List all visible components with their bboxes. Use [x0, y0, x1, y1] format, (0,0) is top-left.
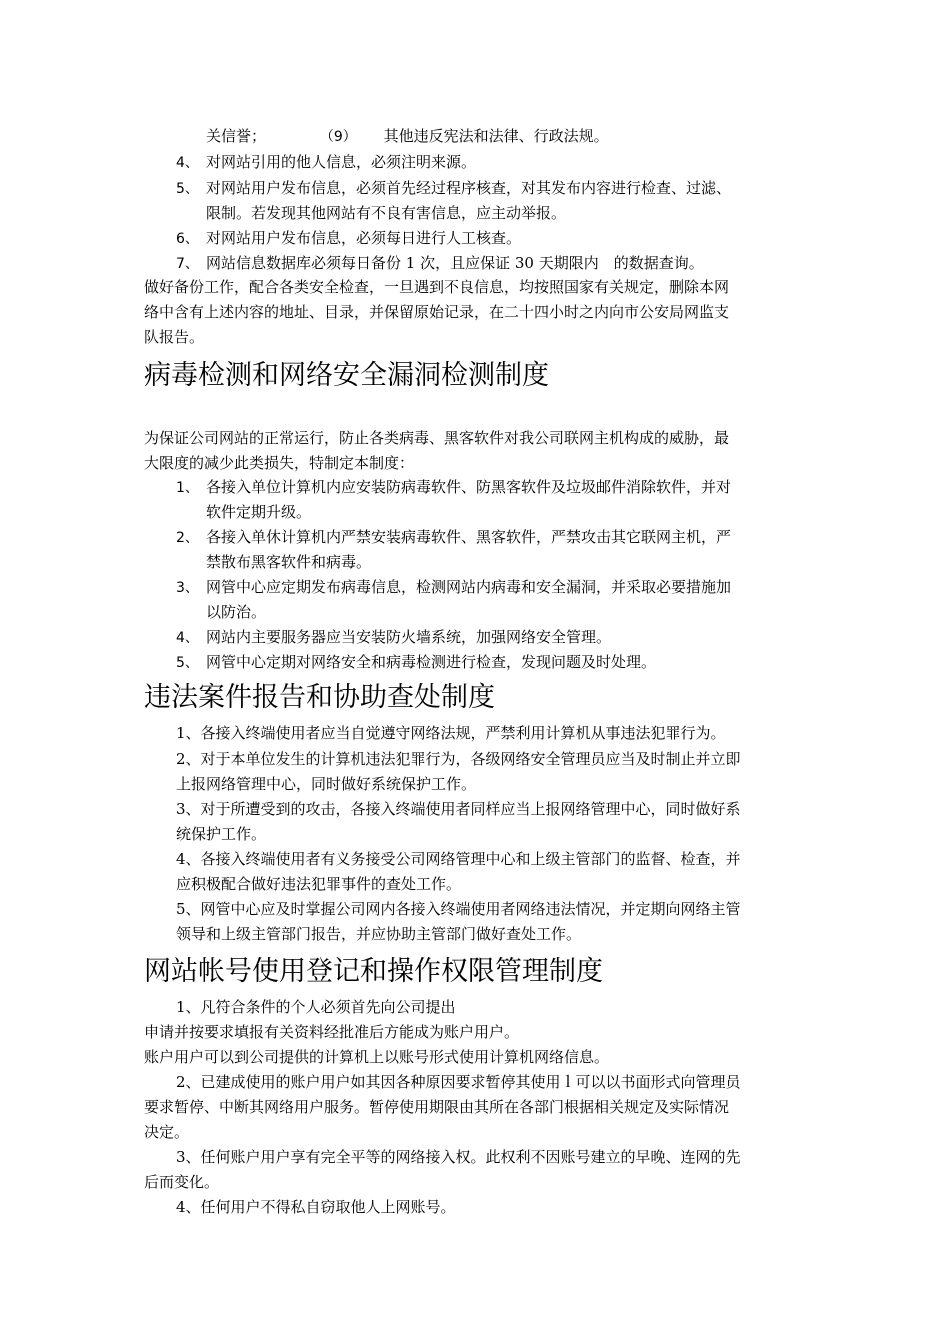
item-number: 5、 — [176, 655, 199, 671]
list-item — [176, 748, 741, 770]
list-item — [176, 227, 521, 250]
item-text: 对网站引用的他人信息，必须注明来源。 — [206, 153, 477, 171]
list-item — [176, 722, 726, 744]
item-text: 各接入单位计算机内应安装防病毒软件、防黑客软件及垃圾邮件消除软件，并对 — [206, 478, 732, 496]
item-text: 对于本单位发生的计算机违法犯罪行为，各级网络安全管理员应当及时制止并立即 — [200, 750, 741, 768]
list-item — [176, 526, 731, 549]
item-continuation: 统保护工作。 — [176, 825, 267, 843]
list-item — [176, 651, 656, 674]
item-continuation: 禁散布黑客软件和病毒。 — [206, 553, 372, 571]
item-continuation: 软件定期升级。 — [206, 503, 312, 521]
paragraph-line: 4、任何用户不得私自窃取他人上网账号。 — [176, 1198, 456, 1216]
paragraph-line: 要求暂停、中断其网络用户服务。暂停使用期限由其所在各部门根据相关规定及实际情况 — [144, 1098, 730, 1116]
intro-line-1 — [206, 125, 609, 148]
item-text: 对网站用户发布信息，必须每日进行人工核查。 — [206, 229, 522, 247]
item-continuation: 限制。若发现其他网站有不良有害信息，应主动举报。 — [206, 204, 567, 222]
list-item — [176, 476, 731, 499]
item-number: 5、 — [176, 181, 199, 197]
paragraph-line: 做好备份工作，配合各类安全检查，一旦遇到不良信息，均按照国家有关规定，删除本网 — [144, 278, 730, 296]
item-number: 3、 — [176, 800, 201, 818]
item-number: 4、 — [176, 850, 201, 868]
item-text: 网管中心应定期发布病毒信息，检测网站内病毒和安全漏洞，并采取必要措施加 — [206, 578, 732, 596]
item-number: （9） — [319, 129, 357, 145]
list-item — [176, 798, 741, 820]
item-number: 3、 — [176, 580, 199, 596]
list-item — [176, 177, 731, 200]
paragraph-line: 络中含有上述内容的地址、目录，并保留原始记录，在二十四小时之内向市公安局网监支 — [144, 303, 730, 321]
item-text: 网管中心定期对网络安全和病毒检测进行检查，发现问题及时处理。 — [206, 653, 657, 671]
intro-text: 其他违反宪法和法律、行政法规。 — [383, 127, 609, 145]
item-text: 各接入单休计算机内严禁安装病毒软件、黑客软件，严禁攻击其它联网主机，严 — [206, 528, 732, 546]
item-number: 1、 — [176, 480, 199, 496]
paragraph-line: 申请并按要求填报有关资料经批准后方能成为账户用户。 — [144, 1023, 520, 1041]
item-continuation: 以防治。 — [206, 603, 267, 621]
paragraph-line: 大限度的减少此类损失，特制定本制度： — [144, 454, 415, 472]
item-number: 2、 — [176, 530, 199, 546]
item-number: 2、 — [176, 750, 201, 768]
item-text: 各接入终端使用者有义务接受公司网络管理中心和上级主管部门的监督、检查，并 — [200, 850, 741, 868]
paragraph-line: 3、任何账户用户享有完全平等的网络接入权。此权利不因账号建立的早晚、连网的先 — [176, 1148, 741, 1166]
item-continuation: 上报网络管理中心，同时做好系统保护工作。 — [176, 775, 477, 793]
item-text: 网管中心应及时掌握公司网内各接入终端使用者网络违法情况，并定期向网络主管 — [200, 900, 741, 918]
paragraph-line: 决定。 — [144, 1123, 190, 1141]
paragraph-line: 2、已建成使用的账户用户如其因各种原因要求暂停其使用ｌ可以以书面形式向管理员 — [176, 1073, 741, 1091]
list-item — [176, 576, 731, 599]
paragraph-line: 队报告。 — [144, 328, 205, 346]
item-text: 网站信息数据库必须每日备份 1 次，且应保证 30 天期限内 的数据查询。 — [206, 254, 704, 272]
section-heading: 违法案件报告和协助查处制度 — [144, 682, 495, 713]
item-continuation: 领导和上级主管部门报告，并应协助主管部门做好查处工作。 — [176, 925, 582, 943]
list-item — [176, 252, 704, 275]
item-text: 对于所遭受到的攻击，各接入终端使用者同样应当上报网络管理中心，同时做好系 — [200, 800, 741, 818]
list-item — [176, 898, 741, 920]
item-number: 4、 — [176, 630, 199, 646]
paragraph-line: 1、凡符合条件的个人必须首先向公司提出 — [176, 998, 456, 1016]
item-continuation: 应积极配合做好违法犯罪事件的查处工作。 — [176, 875, 462, 893]
item-number: 1、 — [176, 724, 201, 742]
item-text: 各接入终端使用者应当自觉遵守网络法规，严禁利用计算机从事违法犯罪行为。 — [200, 724, 726, 742]
paragraph-line: 为保证公司网站的正常运行，防止各类病毒、黑客软件对我公司联网主机构成的威胁，最 — [144, 429, 730, 447]
item-text: 对网站用户发布信息，必须首先经过程序核查，对其发布内容进行检查、过滤、 — [206, 179, 732, 197]
paragraph-line: 后而变化。 — [144, 1173, 220, 1191]
section-heading: 网站帐号使用登记和操作权限管理制度 — [144, 956, 603, 987]
item-number: 4、 — [176, 155, 199, 171]
paragraph-line: 账户用户可以到公司提供的计算机上以账号形式使用计算机网络信息。 — [144, 1048, 610, 1066]
item-number: 6、 — [176, 231, 199, 247]
intro-text: 关信誉； — [206, 127, 267, 145]
item-number: 5、 — [176, 900, 201, 918]
list-item — [176, 151, 476, 174]
item-number: 7、 — [176, 256, 199, 272]
section-heading: 病毒检测和网络安全漏洞检测制度 — [144, 360, 549, 391]
list-item — [176, 848, 741, 870]
item-text: 网站内主要服务器应当安装防火墙系统，加强网络安全管理。 — [206, 628, 612, 646]
list-item — [176, 626, 611, 649]
